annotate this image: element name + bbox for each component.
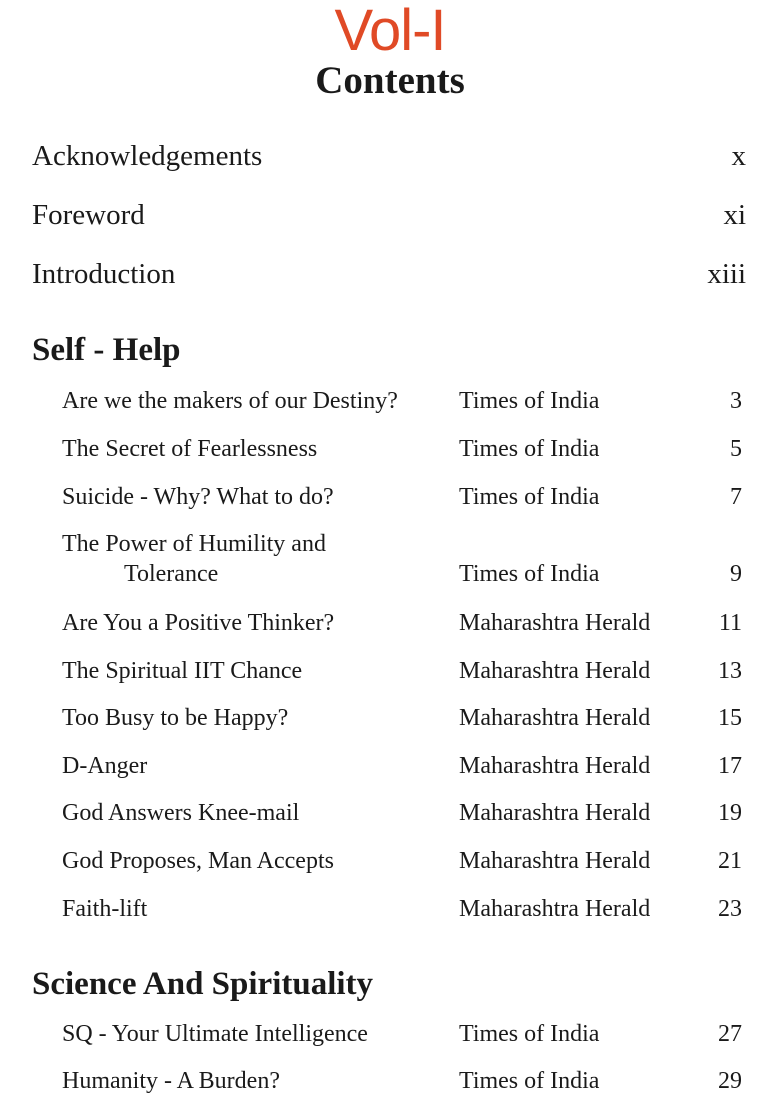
toc-page-number: 21 <box>718 848 742 874</box>
toc-entry-source: Maharashtra Herald <box>459 705 651 731</box>
toc-entry-title: Are we the makers of our Destiny? <box>62 388 398 414</box>
toc-entry-source: Times of India <box>459 561 600 587</box>
toc-entry-source: Maharashtra Herald <box>459 848 651 874</box>
toc-entry-title-line1: The Power of Humility and <box>62 531 326 557</box>
toc-entry <box>0 751 780 781</box>
toc-entry <box>0 846 780 876</box>
toc-entry-source: Maharashtra Herald <box>459 610 651 636</box>
toc-page-number: 13 <box>718 658 742 684</box>
toc-entry-source: Times of India <box>459 1068 600 1094</box>
toc-entry-title: Are You a Positive Thinker? <box>62 610 335 636</box>
toc-entry-title: SQ - Your Ultimate Intelligence <box>62 1021 368 1047</box>
toc-page-number: xi <box>723 199 746 231</box>
toc-entry <box>0 656 780 686</box>
toc-page-number: 11 <box>718 610 742 636</box>
page-title: Contents <box>315 59 465 102</box>
toc-entry-title: God Proposes, Man Accepts <box>62 848 334 874</box>
toc-page-number: xiii <box>707 258 746 290</box>
section-heading: Self - Help <box>32 332 181 368</box>
toc-entry-title: Humanity - A Burden? <box>62 1068 280 1094</box>
toc-entry-title: Suicide - Why? What to do? <box>62 484 334 510</box>
toc-entry-title: Too Busy to be Happy? <box>62 705 289 731</box>
toc-entry-source: Times of India <box>459 388 600 414</box>
toc-entry-source: Maharashtra Herald <box>459 800 651 826</box>
toc-entry-source: Maharashtra Herald <box>459 753 651 779</box>
toc-item-title: Foreword <box>32 199 145 231</box>
toc-entry-title <box>62 529 326 589</box>
toc-item-title: Introduction <box>32 258 176 290</box>
toc-page-number: 17 <box>718 753 742 779</box>
toc-page-number: 9 <box>730 561 742 587</box>
toc-page-number: 3 <box>730 388 742 414</box>
toc-entry-source: Times of India <box>459 484 600 510</box>
toc-entry <box>0 894 780 924</box>
toc-entry <box>0 1066 780 1096</box>
toc-entry <box>0 798 780 828</box>
toc-entry <box>0 529 780 589</box>
toc-entry-title: The Spiritual IIT Chance <box>62 658 303 684</box>
toc-entry <box>0 608 780 638</box>
toc-entry <box>0 1019 780 1049</box>
toc-page-number: 7 <box>730 484 742 510</box>
toc-entry-title-line2: Tolerance <box>124 561 219 587</box>
toc-entry-source: Times of India <box>459 1021 600 1047</box>
toc-page-number: 29 <box>718 1068 742 1094</box>
toc-page-number: 5 <box>730 436 742 462</box>
section-heading: Science And Spirituality <box>32 966 374 1002</box>
toc-entry-title: God Answers Knee-mail <box>62 800 300 826</box>
toc-entry-source: Times of India <box>459 436 600 462</box>
toc-page-number: 19 <box>718 800 742 826</box>
toc-entry-source: Maharashtra Herald <box>459 896 651 922</box>
toc-page-number: 27 <box>718 1021 742 1047</box>
toc-page-number: x <box>731 140 746 172</box>
toc-page-number: 23 <box>718 896 742 922</box>
toc-entry-title: Faith-lift <box>62 896 148 922</box>
toc-page-number: 15 <box>718 705 742 731</box>
toc-entry-source: Maharashtra Herald <box>459 658 651 684</box>
toc-item-title: Acknowledgements <box>32 140 263 172</box>
toc-entry-title: The Secret of Fearlessness <box>62 436 318 462</box>
toc-entry <box>0 703 780 733</box>
toc-entry-title: D-Anger <box>62 753 148 779</box>
toc-entry <box>0 386 780 416</box>
toc-entry <box>0 482 780 512</box>
toc-entry <box>0 434 780 464</box>
volume-label: Vol-I <box>334 0 446 63</box>
